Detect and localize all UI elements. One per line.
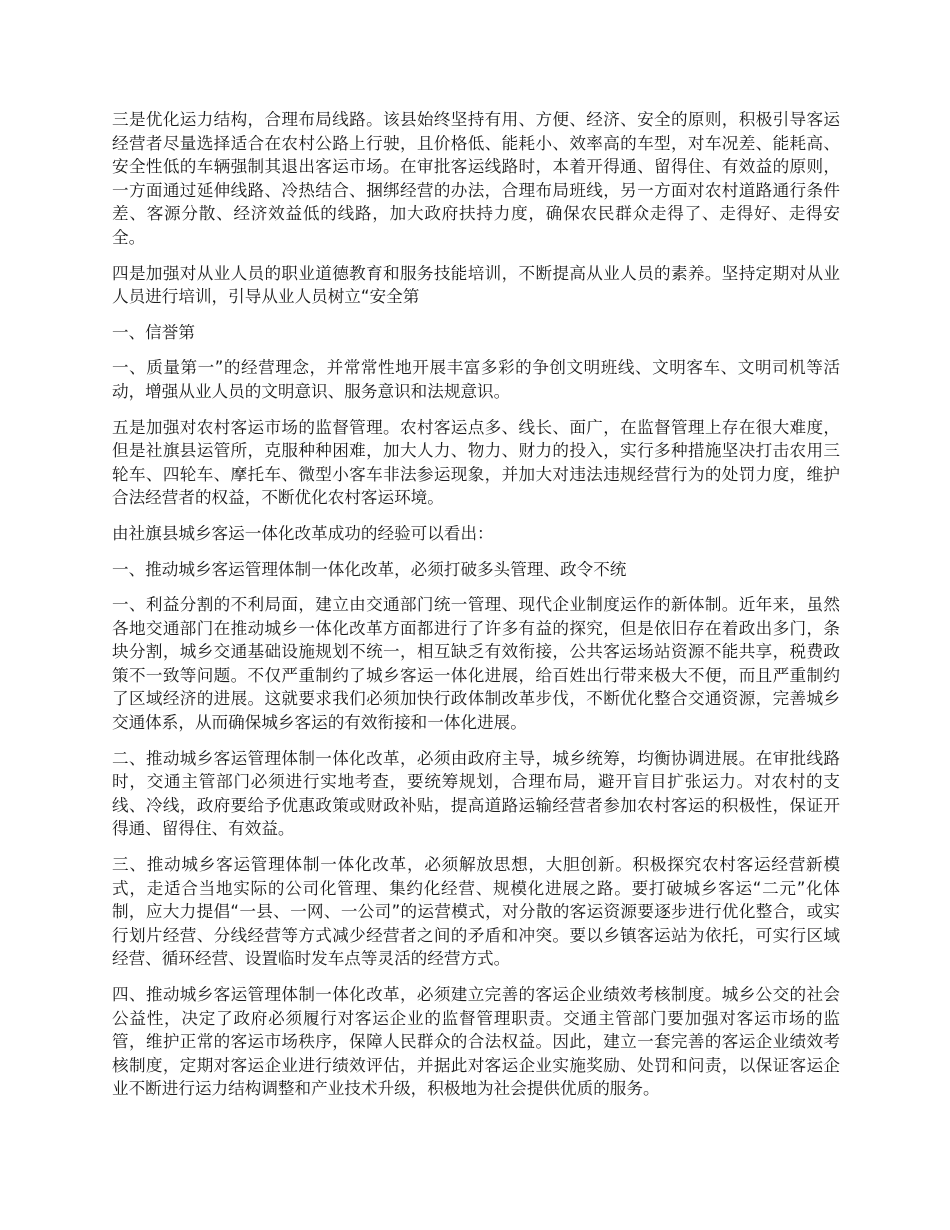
paragraph-lesson-two: 二、推动城乡客运管理体制一体化改革，必须由政府主导，城乡统筹，均衡协调进展。在审批线路时，交通主管部门必须进行实地考查，要统筹规划，合理布局，避开盲目扩张运力。对农村的支线、冷线，政府要给予优惠政策或财政补贴，提高道路运输经营者参加农村客运的积极性，保证开得通、留得住、有效益。: [112, 748, 840, 839]
paragraph-quality-first: 一、质量第一”的经营理念，并常常性地开展丰富多彩的争创文明班线、文明客车、文明司机等活动，增强从业人员的文明意识、服务意识和法规意识。: [112, 358, 840, 401]
paragraph-staff-training: 四是加强对从业人员的职业道德教育和服务技能培训，不断提高从业人员的素养。坚持定期对从业人员进行培训，引导从业人员树立“安全第: [112, 263, 840, 307]
paragraph-optimize-capacity: 三是优化运力结构，合理布局线路。该县始终坚持有用、方便、经济、安全的原则，积极引导客运经营者尽量选择适合在农村公路上行驶，且价格低、能耗小、效率高的车型，对车况差、能耗高、安全性低的车辆强制其退出客运市场。在审批客运线路时，本着开得通、留得住、有效益的原则，一方面通过延伸线路、冷热结合、捆绑经营的办法，合理布局班线，另一方面对农村道路通行条件差、客源分散、经济效益低的线路，加大政府扶持力度，确保农民群众走得了、走得好、走得安全。: [112, 110, 840, 247]
paragraph-market-supervision: 五是加强对农村客运市场的监督管理。农村客运点多、线长、面广，在监督管理上存在很大难度，但是社旗县运管所，克服种种困难，加大人力、物力、财力的投入，实行多种措施坚决打击农用三轮车、四轮车、摩托车、微型小客车非法参运现象，并加大对违法违规经营行为的处罚力度，维护合法经营者的权益，不断优化农村客运环境。: [112, 417, 840, 508]
paragraph-lesson-one-body: 一、利益分割的不利局面，建立由交通部门统一管理、现代企业制度运作的新体制。近年来，虽然各地交通部门在推动城乡一体化改革方面都进行了许多有益的探究，但是依旧存在着政出多门，条块分割，城乡交通基础设施规划不统一，相互缺乏有效衔接，公共客运场站资源不能共享，税费政策不一致等问题。不仅严重制约了城乡客运一体化进展，给百姓出行带来极大不便，而且严重制约了区域经济的进展。这就要求我们必须加快行政体制改革步伐，不断优化整合交通资源，完善城乡交通体系，从而确保城乡客运的有效衔接和一体化进展。: [112, 595, 840, 733]
document-page: [112, 108, 840, 1113]
paragraph-credit-first: 一、信誉第: [112, 322, 195, 342]
paragraph-lesson-one-heading: 一、推动城乡客运管理体制一体化改革，必须打破多头管理、政令不统: [112, 559, 627, 579]
paragraph-lesson-four: 四、推动城乡客运管理体制一体化改革，必须建立完善的客运企业绩效考核制度。城乡公交的社会公益性，决定了政府必须履行对客运企业的监督管理职责。交通主管部门要加强对客运市场的监管，维护正常的客运市场秩序，保障人民群众的合法权益。因此，建立一套完善的客运企业绩效考核制度，定期对客运企业进行绩效评估，并据此对客运企业实施奖励、处罚和问责，以保证客运企业不断进行运力结构调整和产业技术升级，积极地为社会提供优质的服务。: [112, 985, 840, 1099]
paragraph-lessons-intro: 由社旗县城乡客运一体化改革成功的经验可以看出：: [112, 523, 494, 543]
paragraph-lesson-three: 三、推动城乡客运管理体制一体化改革，必须解放思想，大胆创新。积极探究农村客运经营新模式，走适合当地实际的公司化管理、集约化经营、规模化进展之路。要打破城乡客运“二元”化体制，应大力提倡“一县、一网、一公司”的运营模式，对分散的客运资源要逐步进行优化整合，或实行划片经营、分线经营等方式减少经营者之间的矛盾和冲突。要以乡镇客运站为依托，可实行区域经营、循环经营、设置临时发车点等灵活的经营方式。: [112, 855, 840, 969]
